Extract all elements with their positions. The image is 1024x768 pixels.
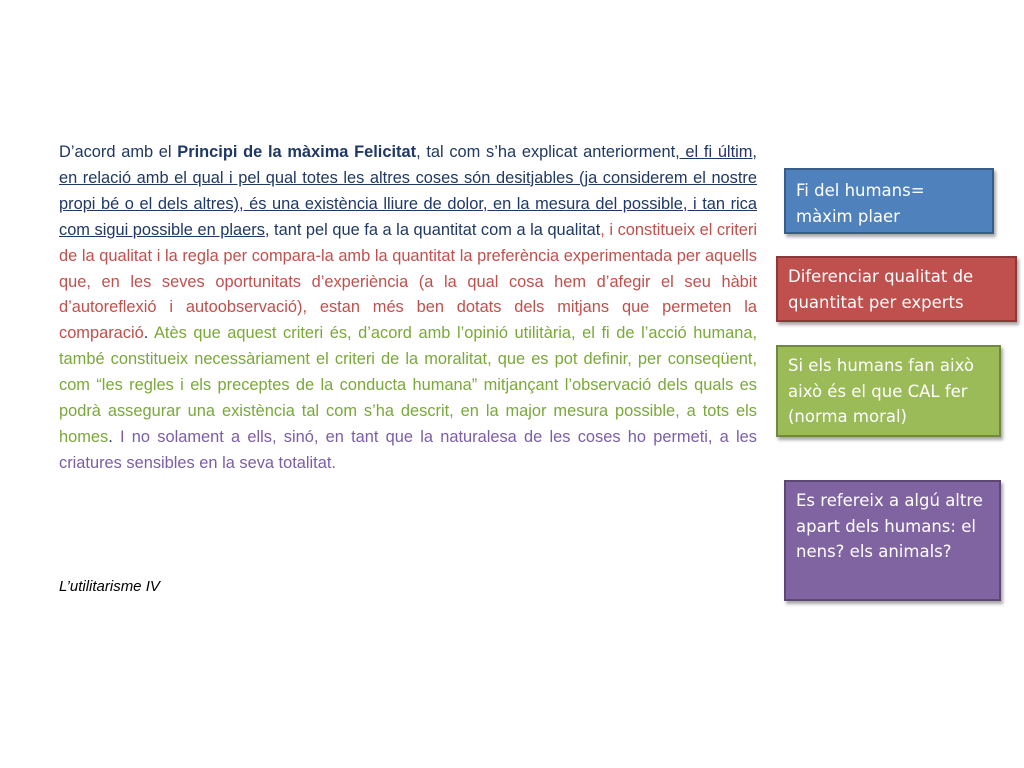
text-segment-principle: Principi de la màxima Felicitat	[177, 143, 417, 161]
text-segment-quantity-quality: , tant pel que fa a la quantitat com a la qualitat	[264, 220, 601, 239]
callout-box-purple: Es refereix a algú altre apart dels humans: el nens? els animals?	[784, 480, 1001, 601]
text-segment-explained: , tal com s’ha explicat anteriorment	[416, 143, 676, 161]
text-segment-period-1: .	[143, 324, 154, 343]
callout-box-green: Si els humans fan això això és el que CAL fer (norma moral)	[776, 345, 1001, 437]
text-segment-ultimate-end: , el fi últim, en relació amb el qual i pel qual totes les altres coses són desitjables (ja considerem el nostre propi bé o el dels altres), és una existència lliure de dolor, en la mesura del possible, i tan rica com sigui possible en plaers	[59, 143, 757, 239]
text-segment-period-2: .	[108, 427, 120, 446]
callout-box-blue: Fi del humans= màxim plaer	[784, 168, 994, 234]
text-segment-morality-criterion: Atès que aquest criteri és, d’acord amb l’opinió utilitària, el fi de l’acció humana, també constitueix necessàriament el criteri de la moralitat, que es pot definir, per conseqüent, com “les regles i els preceptes de la conducta humana” mitjançant l’observació dels quals es podrà assegurar una existència tal com s’ha descrit, en la major mesura possible, a tots els homes	[59, 324, 757, 446]
main-paragraph	[59, 140, 757, 477]
source-note: L’utilitarisme IV	[59, 578, 160, 595]
text-segment-intro: D’acord amb el	[59, 143, 178, 161]
callout-box-red: Diferenciar qualitat de quantitat per experts	[776, 256, 1017, 322]
text-segment-quality-criterion: , i constitueix el criteri de la qualitat i la regla per compara-la amb la quantitat la preferència experimentada per aquells que, en les seves oportunitats d’experiència (a la qual cosa hem d’afegir el seu hàbit d’autoreflexió i autoobservació), estan més ben dotats dels mitjans que permeten la comparació	[59, 220, 757, 343]
text-segment-sentient-creatures: I no solament a ells, sinó, en tant que la naturalesa de les coses ho permeti, a les criatures sensibles en la seva totalitat.	[59, 427, 757, 472]
